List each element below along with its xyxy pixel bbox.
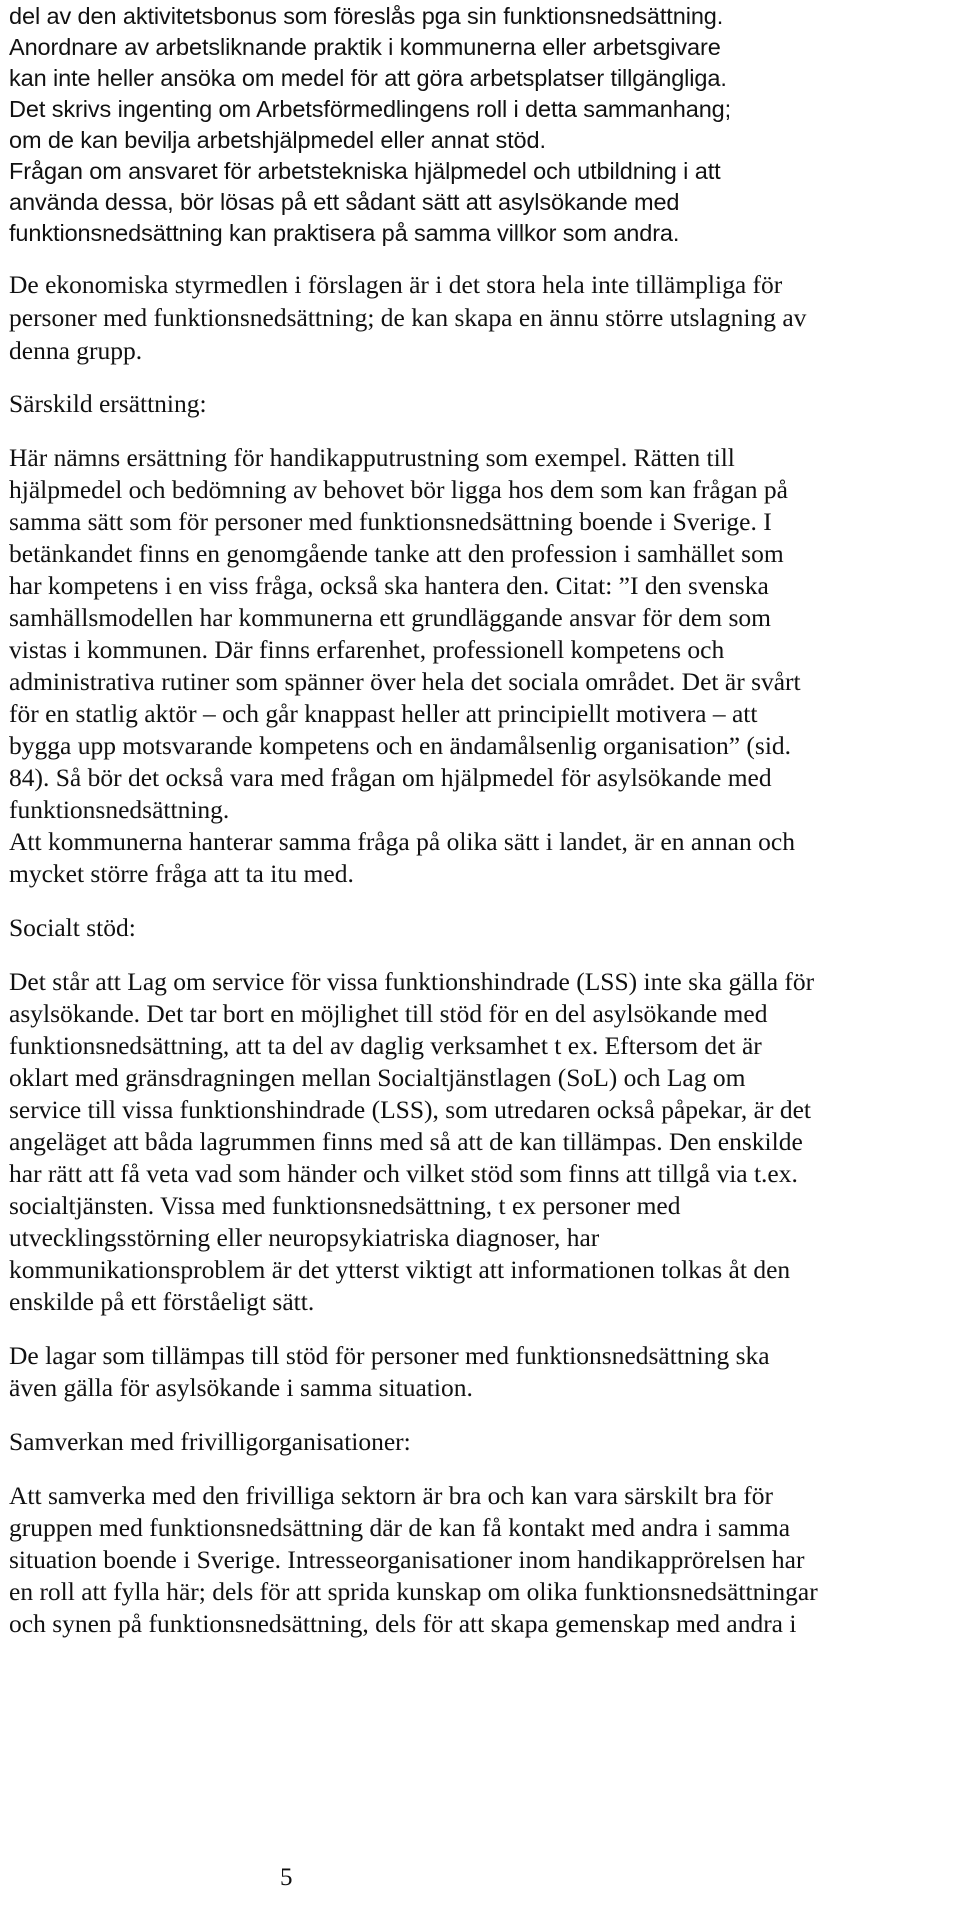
- text-line: vistas i kommunen. Där finns erfarenhet, professionell kompetens och: [9, 635, 725, 664]
- text-line: Att kommunerna hanterar samma fråga på olika sätt i landet, är en annan och: [9, 827, 795, 856]
- text-line: De lagar som tillämpas till stöd för personer med funktionsnedsättning ska: [9, 1341, 770, 1370]
- text-line: Anordnare av arbetsliknande praktik i kommunerna eller arbetsgivare: [9, 34, 721, 60]
- text-line: hjälpmedel och bedömning av behovet bör ligga hos dem som kan frågan på: [9, 475, 788, 504]
- text-line: en roll att fylla här; dels för att sprida kunskap om olika funktionsnedsättningar: [9, 1577, 818, 1606]
- text-line: mycket större fråga att ta itu med.: [9, 859, 354, 888]
- text-line: betänkandet finns en genomgående tanke att den profession i samhället som: [9, 539, 784, 568]
- text-line: administrativa rutiner som spänner över hela det sociala området. Det är svårt: [9, 667, 801, 696]
- text-line: Här nämns ersättning för handikapputrustning som exempel. Rätten till: [9, 443, 735, 472]
- text-line: Att samverka med den frivilliga sektorn är bra och kan vara särskilt bra för: [9, 1481, 774, 1510]
- text-line: denna grupp.: [9, 336, 143, 365]
- text-line: oklart med gränsdragningen mellan Socialtjänstlagen (SoL) och Lag om: [9, 1063, 746, 1092]
- page-number: 5: [280, 1864, 293, 1891]
- text-line: använda dessa, bör lösas på ett sådant sätt att asylsökande med: [9, 189, 680, 215]
- text-line: kan inte heller ansöka om medel för att göra arbetsplatser tillgängliga.: [9, 65, 727, 91]
- text-line: samma sätt som för personer med funktionsnedsättning boende i Sverige. I: [9, 507, 772, 536]
- section-heading: Särskild ersättning:: [9, 389, 207, 418]
- text-line: De ekonomiska styrmedlen i förslagen är i det stora hela inte tillämpliga för: [9, 270, 783, 299]
- text-line: service till vissa funktionshindrade (LSS), som utredaren också påpekar, är det: [9, 1095, 811, 1124]
- text-line: gruppen med funktionsnedsättning där de kan få kontakt med andra i samma: [9, 1513, 791, 1542]
- text-line: funktionsnedsättning.: [9, 795, 230, 824]
- text-line: har rätt att få veta vad som händer och vilket stöd som finns att tillgå via t.ex.: [9, 1159, 798, 1188]
- text-line: och synen på funktionsnedsättning, dels för att skapa gemenskap med andra i: [9, 1609, 797, 1638]
- section-heading: Socialt stöd:: [9, 913, 136, 942]
- text-line: kommunikationsproblem är det ytterst viktigt att informationen tolkas åt den: [9, 1255, 791, 1284]
- text-line: Det skrivs ingenting om Arbetsförmedlingens roll i detta sammanhang;: [9, 96, 732, 122]
- text-line: samhällsmodellen har kommunerna ett grundläggande ansvar för dem som: [9, 603, 771, 632]
- text-line: del av den aktivitetsbonus som föreslås pga sin funktionsnedsättning.: [9, 3, 724, 29]
- text-line: Det står att Lag om service för vissa funktionshindrade (LSS) inte ska gälla för: [9, 967, 815, 996]
- text-line: socialtjänsten. Vissa med funktionsnedsättning, t ex personer med: [9, 1191, 681, 1220]
- text-line: bygga upp motsvarande kompetens och en ändamålsenlig organisation” (sid.: [9, 731, 792, 760]
- text-line: Frågan om ansvaret för arbetstekniska hjälpmedel och utbildning i att: [9, 158, 721, 184]
- text-line: om de kan bevilja arbetshjälpmedel eller annat stöd.: [9, 127, 546, 153]
- text-line: angeläget att båda lagrummen finns med så att de kan tillämpas. Den enskilde: [9, 1127, 803, 1156]
- text-line: funktionsnedsättning kan praktisera på samma villkor som andra.: [9, 220, 680, 246]
- text-line: 84). Så bör det också vara med frågan om hjälpmedel för asylsökande med: [9, 763, 772, 792]
- text-line: personer med funktionsnedsättning; de kan skapa en ännu större utslagning av: [9, 303, 807, 332]
- text-line: asylsökande. Det tar bort en möjlighet till stöd för en del asylsökande med: [9, 999, 768, 1028]
- text-line: enskilde på ett förståeligt sätt.: [9, 1287, 315, 1316]
- section-heading: Samverkan med frivilligorganisationer:: [9, 1427, 411, 1456]
- text-line: har kompetens i en viss fråga, också ska hantera den. Citat: ”I den svenska: [9, 571, 769, 600]
- text-line: även gälla för asylsökande i samma situation.: [9, 1373, 473, 1402]
- text-line: för en statlig aktör – och går knappast heller att principiellt motivera – att: [9, 699, 758, 728]
- text-line: situation boende i Sverige. Intresseorganisationer inom handikapprörelsen har: [9, 1545, 805, 1574]
- text-line: funktionsnedsättning, att ta del av daglig verksamhet t ex. Eftersom det är: [9, 1031, 762, 1060]
- text-line: utvecklingsstörning eller neuropsykiatriska diagnoser, har: [9, 1223, 600, 1252]
